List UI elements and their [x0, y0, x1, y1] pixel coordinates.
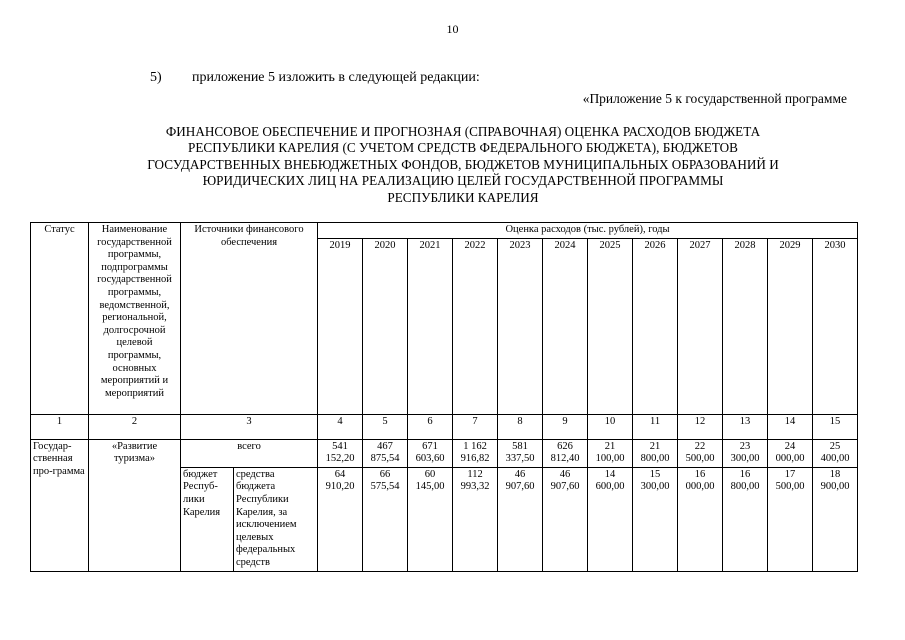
title-line: ГОСУДАРСТВЕННЫХ ВНЕБЮДЖЕТНЫХ ФОНДОВ, БЮДЖЕТОВ МУНИЦИПАЛЬНЫХ ОБРАЗОВАНИЙ И	[147, 156, 779, 172]
value-cell: 66 575,54	[363, 467, 408, 571]
appendix-reference: «Приложение 5 к государственной программе	[582, 91, 847, 106]
column-index: 6	[408, 414, 453, 439]
value-cell: 60 145,00	[408, 467, 453, 571]
value-cell: 16 800,00	[723, 467, 768, 571]
header-year: 2023	[498, 238, 543, 414]
header-year: 2026	[633, 238, 678, 414]
column-index: 4	[318, 414, 363, 439]
header-name: Наименование государственной программы, подпрограммы государственной программы, ведомственной, региональной, долгосрочной целевой программы, основных мероприятий и мероприятий	[89, 223, 181, 415]
document-title	[80, 124, 846, 206]
title-line: ЮРИДИЧЕСКИХ ЛИЦ НА РЕАЛИЗАЦИЮ ЦЕЛЕЙ ГОСУДАРСТВЕННОЙ ПРОГРАММЫ	[202, 173, 724, 189]
value-cell: 24 000,00	[768, 439, 813, 467]
source-budget-cell: бюджет Респуб-лики Карелия	[181, 467, 234, 571]
item-number: 5)	[150, 70, 162, 85]
page-number: 10	[446, 22, 459, 36]
header-year: 2028	[723, 238, 768, 414]
header-year: 2021	[408, 238, 453, 414]
column-index: 7	[453, 414, 498, 439]
value-cell: 16 000,00	[678, 467, 723, 571]
header-year: 2022	[453, 238, 498, 414]
value-cell: 64 910,20	[318, 467, 363, 571]
source-total-cell: всего	[181, 439, 318, 467]
column-index-row	[31, 414, 858, 439]
column-index: 10	[588, 414, 633, 439]
header-year: 2030	[813, 238, 858, 414]
column-index: 13	[723, 414, 768, 439]
item-text: приложение 5 изложить в следующей редакции:	[192, 70, 480, 85]
header-year: 2024	[543, 238, 588, 414]
value-cell: 671 603,60	[408, 439, 453, 467]
value-cell: 14 600,00	[588, 467, 633, 571]
header-year: 2025	[588, 238, 633, 414]
program-name-cell: «Развитие туризма»	[89, 439, 181, 571]
title-line: РЕСПУБЛИКИ КАРЕЛИЯ	[387, 189, 539, 205]
value-cell: 581 337,50	[498, 439, 543, 467]
source-budget-sub-cell: средства бюджета Республики Карелия, за исключением целевых федеральных средств	[234, 467, 318, 571]
header-year: 2020	[363, 238, 408, 414]
amendment-item	[150, 70, 480, 86]
header-sources: Источники финансового обеспечения	[181, 223, 318, 415]
value-cell: 21 800,00	[633, 439, 678, 467]
finance-table	[30, 222, 858, 572]
header-year: 2019	[318, 238, 363, 414]
value-cell: 15 300,00	[633, 467, 678, 571]
header-estimate: Оценка расходов (тыс. рублей), годы	[318, 223, 858, 239]
column-index: 5	[363, 414, 408, 439]
table-row-total	[31, 439, 858, 467]
status-cell: Государ-ственная про-грамма	[31, 439, 89, 571]
value-cell: 46 907,60	[543, 467, 588, 571]
header-year: 2029	[768, 238, 813, 414]
title-line: РЕСПУБЛИКИ КАРЕЛИЯ (С УЧЕТОМ СРЕДСТВ ФЕДЕРАЛЬНОГО БЮДЖЕТА), БЮДЖЕТОВ	[188, 140, 738, 156]
value-cell: 626 812,40	[543, 439, 588, 467]
value-cell: 18 900,00	[813, 467, 858, 571]
value-cell: 467 875,54	[363, 439, 408, 467]
column-index: 11	[633, 414, 678, 439]
column-index: 14	[768, 414, 813, 439]
header-status: Статус	[31, 223, 89, 415]
column-index: 15	[813, 414, 858, 439]
title-line: ФИНАНСОВОЕ ОБЕСПЕЧЕНИЕ И ПРОГНОЗНАЯ (СПРАВОЧНАЯ) ОЦЕНКА РАСХОДОВ БЮДЖЕТА	[165, 124, 761, 139]
value-cell: 541 152,20	[318, 439, 363, 467]
value-cell: 21 100,00	[588, 439, 633, 467]
value-cell: 25 400,00	[813, 439, 858, 467]
value-cell: 22 500,00	[678, 439, 723, 467]
value-cell: 112 993,32	[453, 467, 498, 571]
column-index: 8	[498, 414, 543, 439]
column-index: 9	[543, 414, 588, 439]
value-cell: 46 907,60	[498, 467, 543, 571]
header-year: 2027	[678, 238, 723, 414]
column-index: 1	[31, 414, 89, 439]
value-cell: 23 300,00	[723, 439, 768, 467]
column-index: 3	[181, 414, 318, 439]
column-index: 2	[89, 414, 181, 439]
value-cell: 1 162 916,82	[453, 439, 498, 467]
column-index: 12	[678, 414, 723, 439]
value-cell: 17 500,00	[768, 467, 813, 571]
